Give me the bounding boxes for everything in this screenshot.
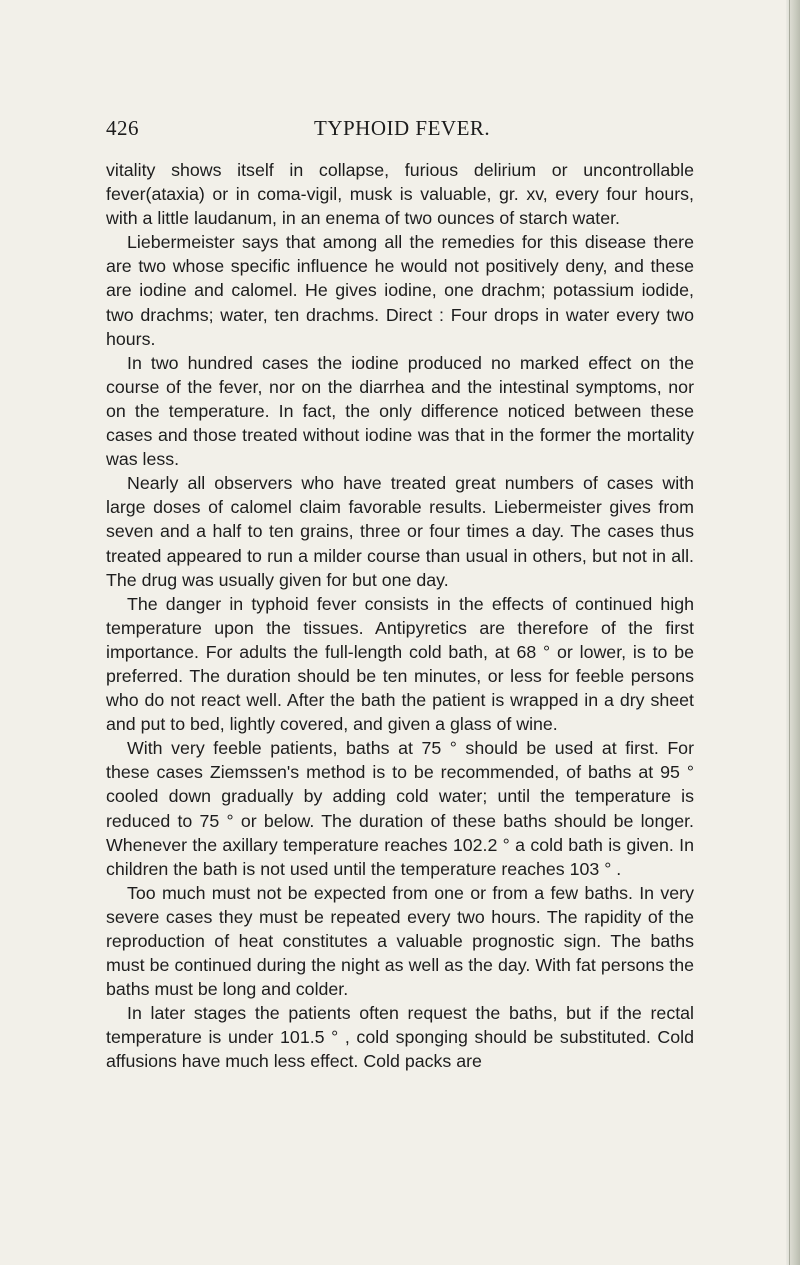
- body-text: [106, 158, 694, 1074]
- paragraph-liebermeister-remedies: Liebermeister says that among all the remedies for this disease there are two whose specific influence he would not positively deny, and these are iodine and calomel. He gives iodine, one drachm; potassium iodide, two drachms; water, ten drachms. Direct : Four drops in water every two hours.: [106, 232, 694, 349]
- paragraph-feeble-patients: With very feeble patients, baths at 75 ° should be used at first. For these cases Ziemssen's method is to be recommended, of baths at 95 ° cooled down gradually by adding cold water; until the temperature is reduced to 75 ° or below. The duration of these baths should be longer. Whenever the axillary temperature reaches 102.2 ° a cold bath is given. In children the bath is not used until the temperature reaches 103 ° .: [106, 738, 694, 879]
- paragraph-iodine-cases: In two hundred cases the iodine produced no marked effect on the course of the fever, nor on the diarrhea and the intestinal symptoms, nor on the temperature. In fact, the only difference noticed between these cases and those treated without iodine was that in the former the mortality was less.: [106, 352, 694, 470]
- paragraph-calomel: Nearly all observers who have treated great numbers of cases with large doses of calomel claim favorable results. Liebermeister gives from seven and a half to ten grains, three or four times a day. The cases thus treated appeared to run a milder course than usual in others, but not in all. The drug was usually given for but one day.: [106, 473, 694, 590]
- page-header: [106, 116, 694, 146]
- running-head: TYPHOID FEVER.: [314, 116, 491, 140]
- paragraph-later-stages: In later stages the patients often request the baths, but if the rectal temperature is under 101.5 ° , cold sponging should be substituted. Cold affusions have much less effect. Cold packs are: [106, 1003, 694, 1072]
- page-edge-line: [789, 0, 790, 1265]
- paragraph-temperature-danger: The danger in typhoid fever consists in the effects of continued high temperature upon the tissues. Antipyretics are therefore of the first importance. For adults the full-length cold bath, at 68 ° or lower, is to be preferred. The duration should be ten minutes, or less for feeble persons who do not react well. After the bath the patient is wrapped in a dry sheet and put to bed, lightly covered, and given a glass of wine.: [106, 593, 694, 735]
- paragraph-continuation: vitality shows itself in collapse, furious delirium or uncontrollable fever(ataxia) or in coma-vigil, musk is valuable, gr. xv, every four hours, with a little laudanum, in an enema of two ounces of starch water.: [106, 160, 694, 229]
- page-number: 426: [106, 116, 139, 140]
- paragraph-bath-frequency: Too much must not be expected from one or from a few baths. In very severe cases they must be repeated every two hours. The rapidity of the reproduction of heat constitutes a valuable prognostic sign. The baths must be continued during the night as well as the day. With fat persons the baths must be long and colder.: [106, 882, 694, 1000]
